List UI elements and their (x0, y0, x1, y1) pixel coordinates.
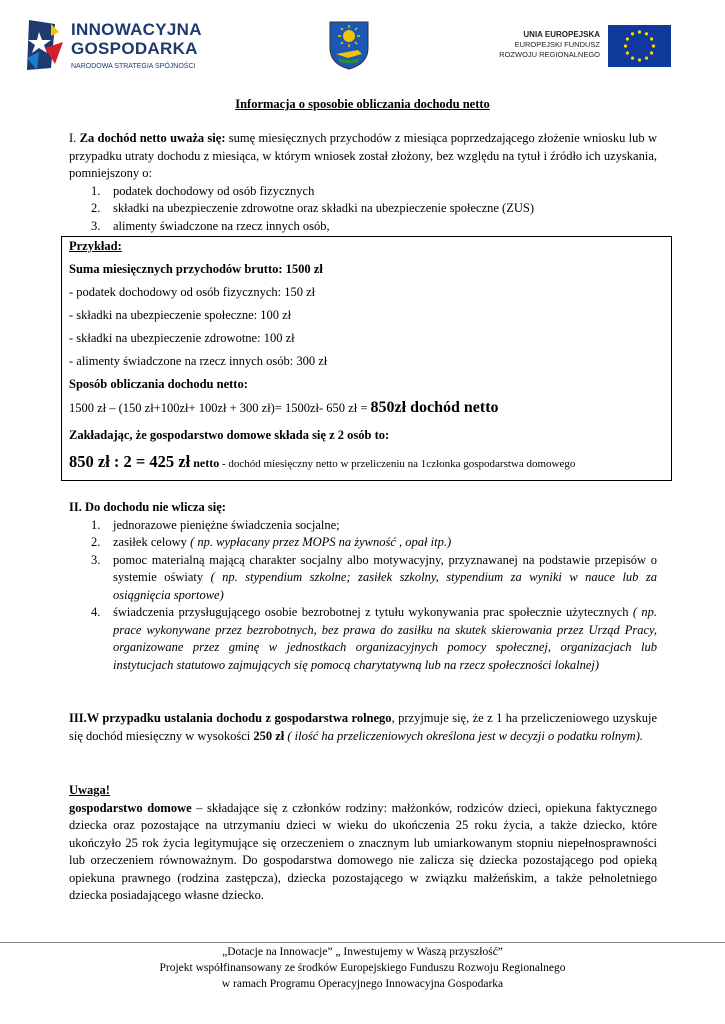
exclusions-list (69, 517, 657, 675)
list-item: 1. podatek dochodowy od osób fizycznych (91, 183, 315, 198)
example-method: Sposób obliczania dochodu netto: (69, 377, 248, 391)
list-item: 1. jednorazowe pieniężne świadczenia socjalne; (91, 517, 340, 532)
section-1 (69, 130, 657, 235)
logo-line-3: NARODOWA STRATEGIA SPÓJNOŚCI (71, 63, 196, 70)
eu-fund-label (470, 30, 600, 60)
note-text: – składające się z członków rodziny: małżonków, rodziców dzieci, opiekuna faktycznego dziecka oraz pozostające na utrzymaniu dzieci w wieku do ukończenia 25 roku życia, a także dziecko, które ukończyło 25 rok życia legitymujące się orzeczeniem o znacznym lub umiarkowanym stopniu niepełnosprawności lub orzeczeniem równoważnym. Do gospodarstwa domowego nie zalicza się dziecka pozostającego pod opieką opiekuna prawnego (rodzina zastępcza), dziecka pozostającego w związku małżeńskim, a także pełnoletniego dziecka posiadającego własne dziecko. (69, 800, 657, 902)
list-item-text: alimenty świadczone na rzecz innych osób, (113, 218, 330, 233)
logo-line-1: INNOWACYJNA (71, 20, 202, 39)
list-item-example: ( np. wypłacany przez MOPS na żywność , opał itp.) (190, 535, 452, 549)
innowacyjna-gospodarka-logo (25, 18, 225, 76)
example-heading: Przykład: (69, 239, 122, 253)
footer-line-3: w ramach Programu Operacyjnego Innowacyjna Gospodarka (221, 978, 504, 990)
note-body (69, 800, 657, 905)
list-item-text: podatek dochodowy od osób fizycznych (113, 183, 315, 198)
list-item: 2. składki na ubezpieczenie zdrowotne oraz składki na ubezpieczenie społeczne (ZUS) (91, 201, 534, 215)
footer-line-2: Projekt współfinansowany ze środków Europejskiego Funduszu Rozwoju Regionalnego (159, 962, 566, 974)
calc-text: 1500 zł – (150 zł+100zł+ 100zł + 300 zł)= 1500zł- 650 zł = (69, 401, 371, 415)
section-3-amount: 250 zł (253, 728, 285, 743)
section-1-prefix: I. (69, 131, 77, 145)
eu-line-1: UNIA EUROPEJSKA (523, 30, 600, 39)
list-item-example: ( np. prace wykonywane przez bezrobotnych, bez prawa do zasiłku na skutek skierowania przez Urząd Pracy, organizowane przez gminę w jednostkach organizacyjnych pomocy społecznej, organizacjach lub instytucjach statutowo zajmujących się pomocą charytatywną lub na rzecz społeczności lokalnej) (113, 605, 657, 672)
logo-line-2: GOSPODARKA (71, 39, 198, 58)
section-3-note: ( ilość ha przeliczeniowych określona jest w decyzji o podatku rolnym). (284, 728, 643, 743)
section-1-intro (69, 130, 657, 183)
per-person-note: - dochód miesięczny netto w przeliczeniu na 1członka gospodarstwa domowego (219, 458, 576, 470)
example-line-4: - alimenty świadczone na rzecz innych osób: 300 zł (69, 354, 328, 368)
per-person-netto: netto (190, 456, 220, 470)
list-item-text: pomoc materialną mającą charakter socjalny albo motywacyjny, przyznawanej na podstawie przepisów o systemie oświaty (113, 552, 657, 584)
list-item-text: składki na ubezpieczenie zdrowotne oraz składki na ubezpieczenie społeczne (ZUS) (113, 201, 534, 215)
section-2-heading: II. Do dochodu nie wlicza się: (69, 500, 226, 514)
coat-of-arms-icon (328, 20, 370, 70)
document-title: Informacja o sposobie obliczania dochodu netto (235, 97, 490, 111)
list-item: 3. pomoc materialną mającą charakter socjalny albo motywacyjny, przyznawanej na podstawie przepisów o systemie oświaty ( np. stypendium szkolne; zasiłek szkolny, stypendium za wyniki w nauce lub za osiągnięcia sportowe) (91, 552, 657, 602)
calc-result: 850zł dochód netto (370, 399, 499, 416)
note-term: gospodarstwo domowe (69, 800, 192, 815)
list-item-text: zasiłek celowy (113, 535, 191, 549)
page-header (0, 0, 725, 95)
section-note (69, 782, 657, 905)
eu-flag-icon (608, 25, 671, 67)
example-gross: Suma miesięcznych przychodów brutto: 1500 zł (69, 262, 323, 276)
section-3-text: , przyjmuje się, że z 1 ha przeliczeniowego uzyskuje się dochód miesięczny w wysokości (69, 711, 657, 743)
section-3 (69, 710, 657, 745)
example-line-1: - podatek dochodowy od osób fizycznych: 150 zł (69, 285, 316, 299)
example-assume: Zakładając, że gospodarstwo domowe składa się z 2 osób to: (69, 428, 390, 442)
ig-star-icon (25, 18, 63, 72)
section-1-text: sumę miesięcznych przychodów z miesiąca poprzedzającego złożenie wniosku lub w przypadku utraty dochodu z miesiąca, w którym wniosek został złożony, bez względu na tytuł i źródło ich uzyskania, pomniejszony o: (69, 131, 657, 180)
page-footer (0, 944, 725, 992)
list-item-text: jednorazowe pieniężne świadczenia socjalne; (113, 517, 340, 532)
eu-line-2: EUROPEJSKI FUNDUSZ (514, 40, 600, 49)
example-per-person (69, 452, 575, 472)
list-item: 2. zasiłek celowy ( np. wypłacany przez MOPS na żywność , opał itp.) (91, 535, 452, 549)
example-box (61, 236, 672, 481)
list-item-example: ( np. stypendium szkolne; zasiłek szkolny, stypendium za wyniki w nauce lub za osiągnięcia sportowe) (113, 570, 657, 602)
list-item: 3. alimenty świadczone na rzecz innych osób, (91, 218, 330, 233)
footer-divider (0, 942, 725, 943)
list-item-text: świadczenia przysługującego osobie bezrobotnej z tytułu wykonywania prac społecznie użytecznych (113, 605, 633, 619)
section-2 (69, 499, 657, 674)
section-1-lead: Za dochód netto uważa się: (79, 131, 226, 145)
note-heading: Uwaga! (69, 783, 110, 797)
deductions-list (69, 183, 657, 236)
example-calc (69, 399, 499, 417)
list-item: 4. świadczenia przysługującego osobie bezrobotnej z tytułu wykonywania prac społecznie użytecznych ( np. prace wykonywane przez bezrobotnych, bez prawa do zasiłku na skutek skierowania przez Urząd Pracy, organizowane przez gminę w jednostkach organizacyjnych pomocy społecznej, organizacjach lub instytucjach statutowo zajmujących się pomocą charytatywną lub na rzecz społeczności lokalnej) (91, 605, 657, 672)
section-3-lead: III.W przypadku ustalania dochodu z gospodarstwa rolnego (69, 711, 392, 725)
eu-line-3: ROZWOJU REGIONALNEGO (499, 50, 600, 59)
per-person-value: 850 zł : 2 = 425 zł (69, 452, 191, 471)
example-line-3: - składki na ubezpieczenie zdrowotne: 100 zł (69, 331, 295, 345)
footer-line-1: „Dotacje na Innowacje” „ Inwestujemy w Waszą przyszłość” (222, 946, 503, 958)
example-line-2: - składki na ubezpieczenie społeczne: 100 zł (69, 308, 292, 322)
